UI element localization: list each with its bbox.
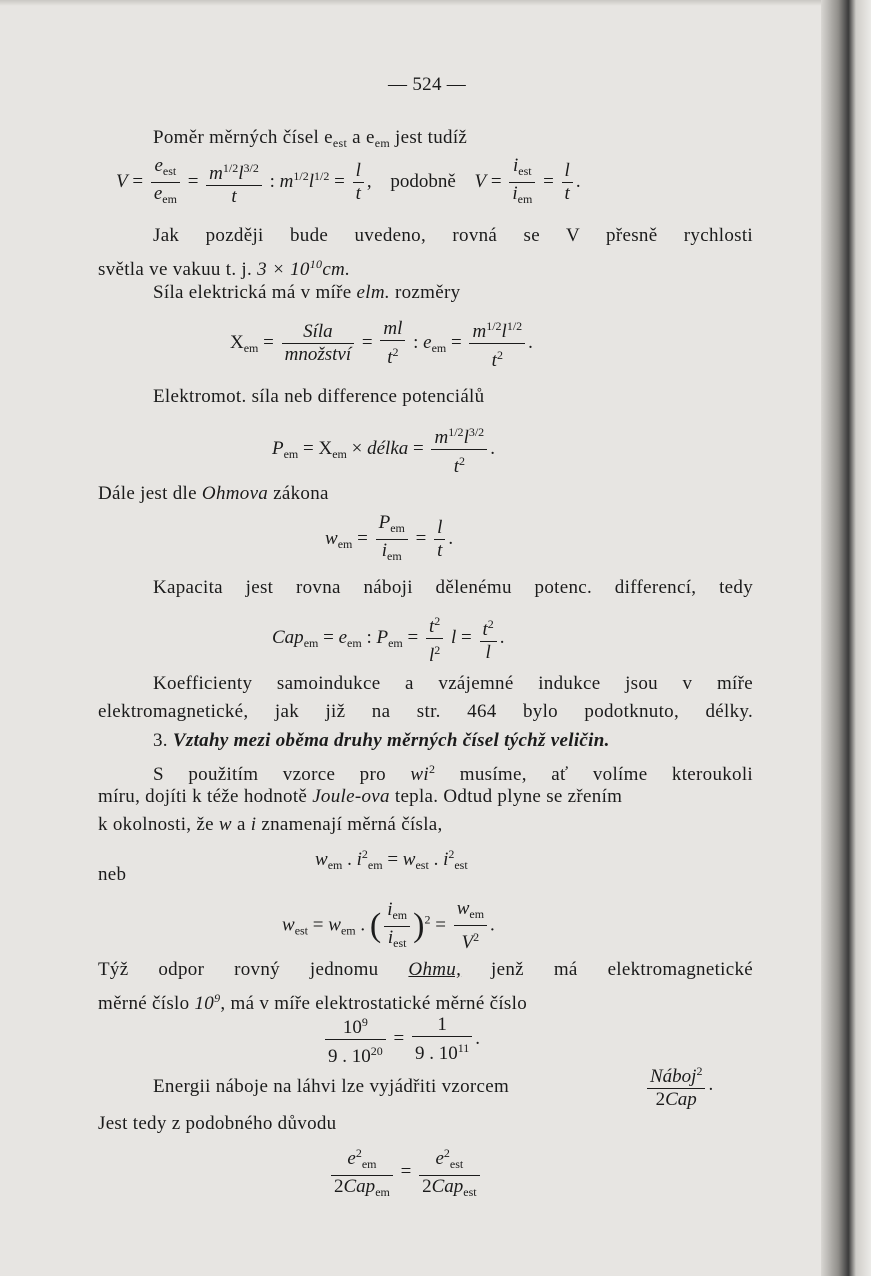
text-line-9: Koefficienty samoindukce a vzájemné indukce jsou v míře: [153, 673, 753, 694]
page-edge-top: [0, 0, 871, 6]
formula-v-ratio: V = $\frac{e_{est}}{e_{em}}$ = $\frac{m^{1/2}l^{3/2}}{t}$ : $m^{1/2}l^{1/2}$ = $\frac{l}{t}$ , podobně V = $\frac{i_{est}}{i_{em}}$ = $\frac{l}{t}$ .: [116, 155, 581, 207]
text-line-6: Elektromot. síla neb difference potenciálů: [153, 386, 485, 407]
formula-x-em: $X_{em}$ = $\frac{\text{Síla}}{\text{množství}}$ = $\frac{ml}{t^2}$ : $e_{em}$ = $\frac{m^{1/2}l^{1/2}}{t^2}$ .: [230, 315, 533, 372]
text-line-3: Jak později bude uvedeno, rovná se V přesně rychlosti: [153, 225, 753, 246]
text-line-10: elektromagnetické, jak již na str. 464 bylo podotknuto, délky.: [98, 701, 753, 722]
text-line-14: k okolnosti, že w a i znamenají měrná čísla,: [98, 814, 443, 835]
formula-energy-equality: $\frac{e^2_{em}}{2Cap_{em}}$ = $\frac{e^2_{est}}{2Cap_{est}}$: [328, 1142, 483, 1203]
page-number: — 524 —: [388, 74, 467, 95]
text-line-13: míru, dojíti k téže hodnotě Joule-ova tepla. Odtud plyne se zřením: [98, 786, 623, 807]
text-line-16: měrné číslo $10^9$, má v míře elektrostatické měrné číslo: [98, 991, 528, 1014]
section-heading: 3. Vztahy mezi oběma druhy měrných čísel týchž veličin.: [153, 730, 610, 751]
formula-joule-equality: $w_{em}$ . $i^2_{em} = w_{est}$ . $i^2_{est}$: [315, 847, 468, 872]
formula-p-em: $P_{em} = X_{em}$ × délka = $\frac{m^{1/2}l^{3/2}}{t^2}$ .: [272, 421, 495, 478]
text-line-17: Energii náboje na láhvi lze vyjádřiti vzorcem: [153, 1076, 510, 1097]
text-line-5: Síla elektrická má v míře elm. rozměry: [153, 282, 461, 303]
formula-w-em: $w_{em}$ = $\frac{P_{em}}{i_{em}}$ = $\frac{l}{t}$ .: [325, 512, 454, 563]
text-line-15: Týž odpor rovný jednomu Ohmu, jenž má elektromagnetické: [98, 959, 753, 980]
text-line-8: Kapacita jest rovna náboji dělenému potenc. differencí, tedy: [153, 577, 753, 598]
formula-energy: $\frac{Náboj^2}{\text{2Cap}}$ .: [644, 1060, 713, 1111]
formula-cap-em: $Cap_{em} = e_{em}$ : $P_{em}$ = $\frac{t^2}{l^2}$ l = $\frac{t^2}{l}$ .: [272, 610, 505, 667]
text-line-7: Dále jest dle Ohmova zákona: [98, 483, 329, 504]
text-line-1: Poměr měrných čísel $e_{est}$ a $e_{em}$ jest tudíž: [153, 127, 468, 150]
formula-ohm-ratio: $\frac{10^9}{9 . 10^{20}}$ = $\frac{1}{9 . 10^{11}}$ .: [322, 1011, 480, 1068]
text-line-4: světla ve vakuu t. j. $3 \times 10^{10}cm$.: [98, 257, 351, 280]
text-line-18: Jest tedy z podobného důvodu: [98, 1113, 337, 1134]
text-line-12: S použitím vzorce pro $wi^2$ musíme, ať volíme kteroukoli: [153, 762, 754, 785]
formula-w-est: $w_{est} = w_{em}$ . ( $\frac{i_{em}}{i_{est}}$ )$^2$ = $\frac{w_{em}}{V^2}$ .: [282, 898, 495, 953]
page-binding-edge: [821, 0, 871, 1276]
text-neb: neb: [98, 864, 127, 885]
